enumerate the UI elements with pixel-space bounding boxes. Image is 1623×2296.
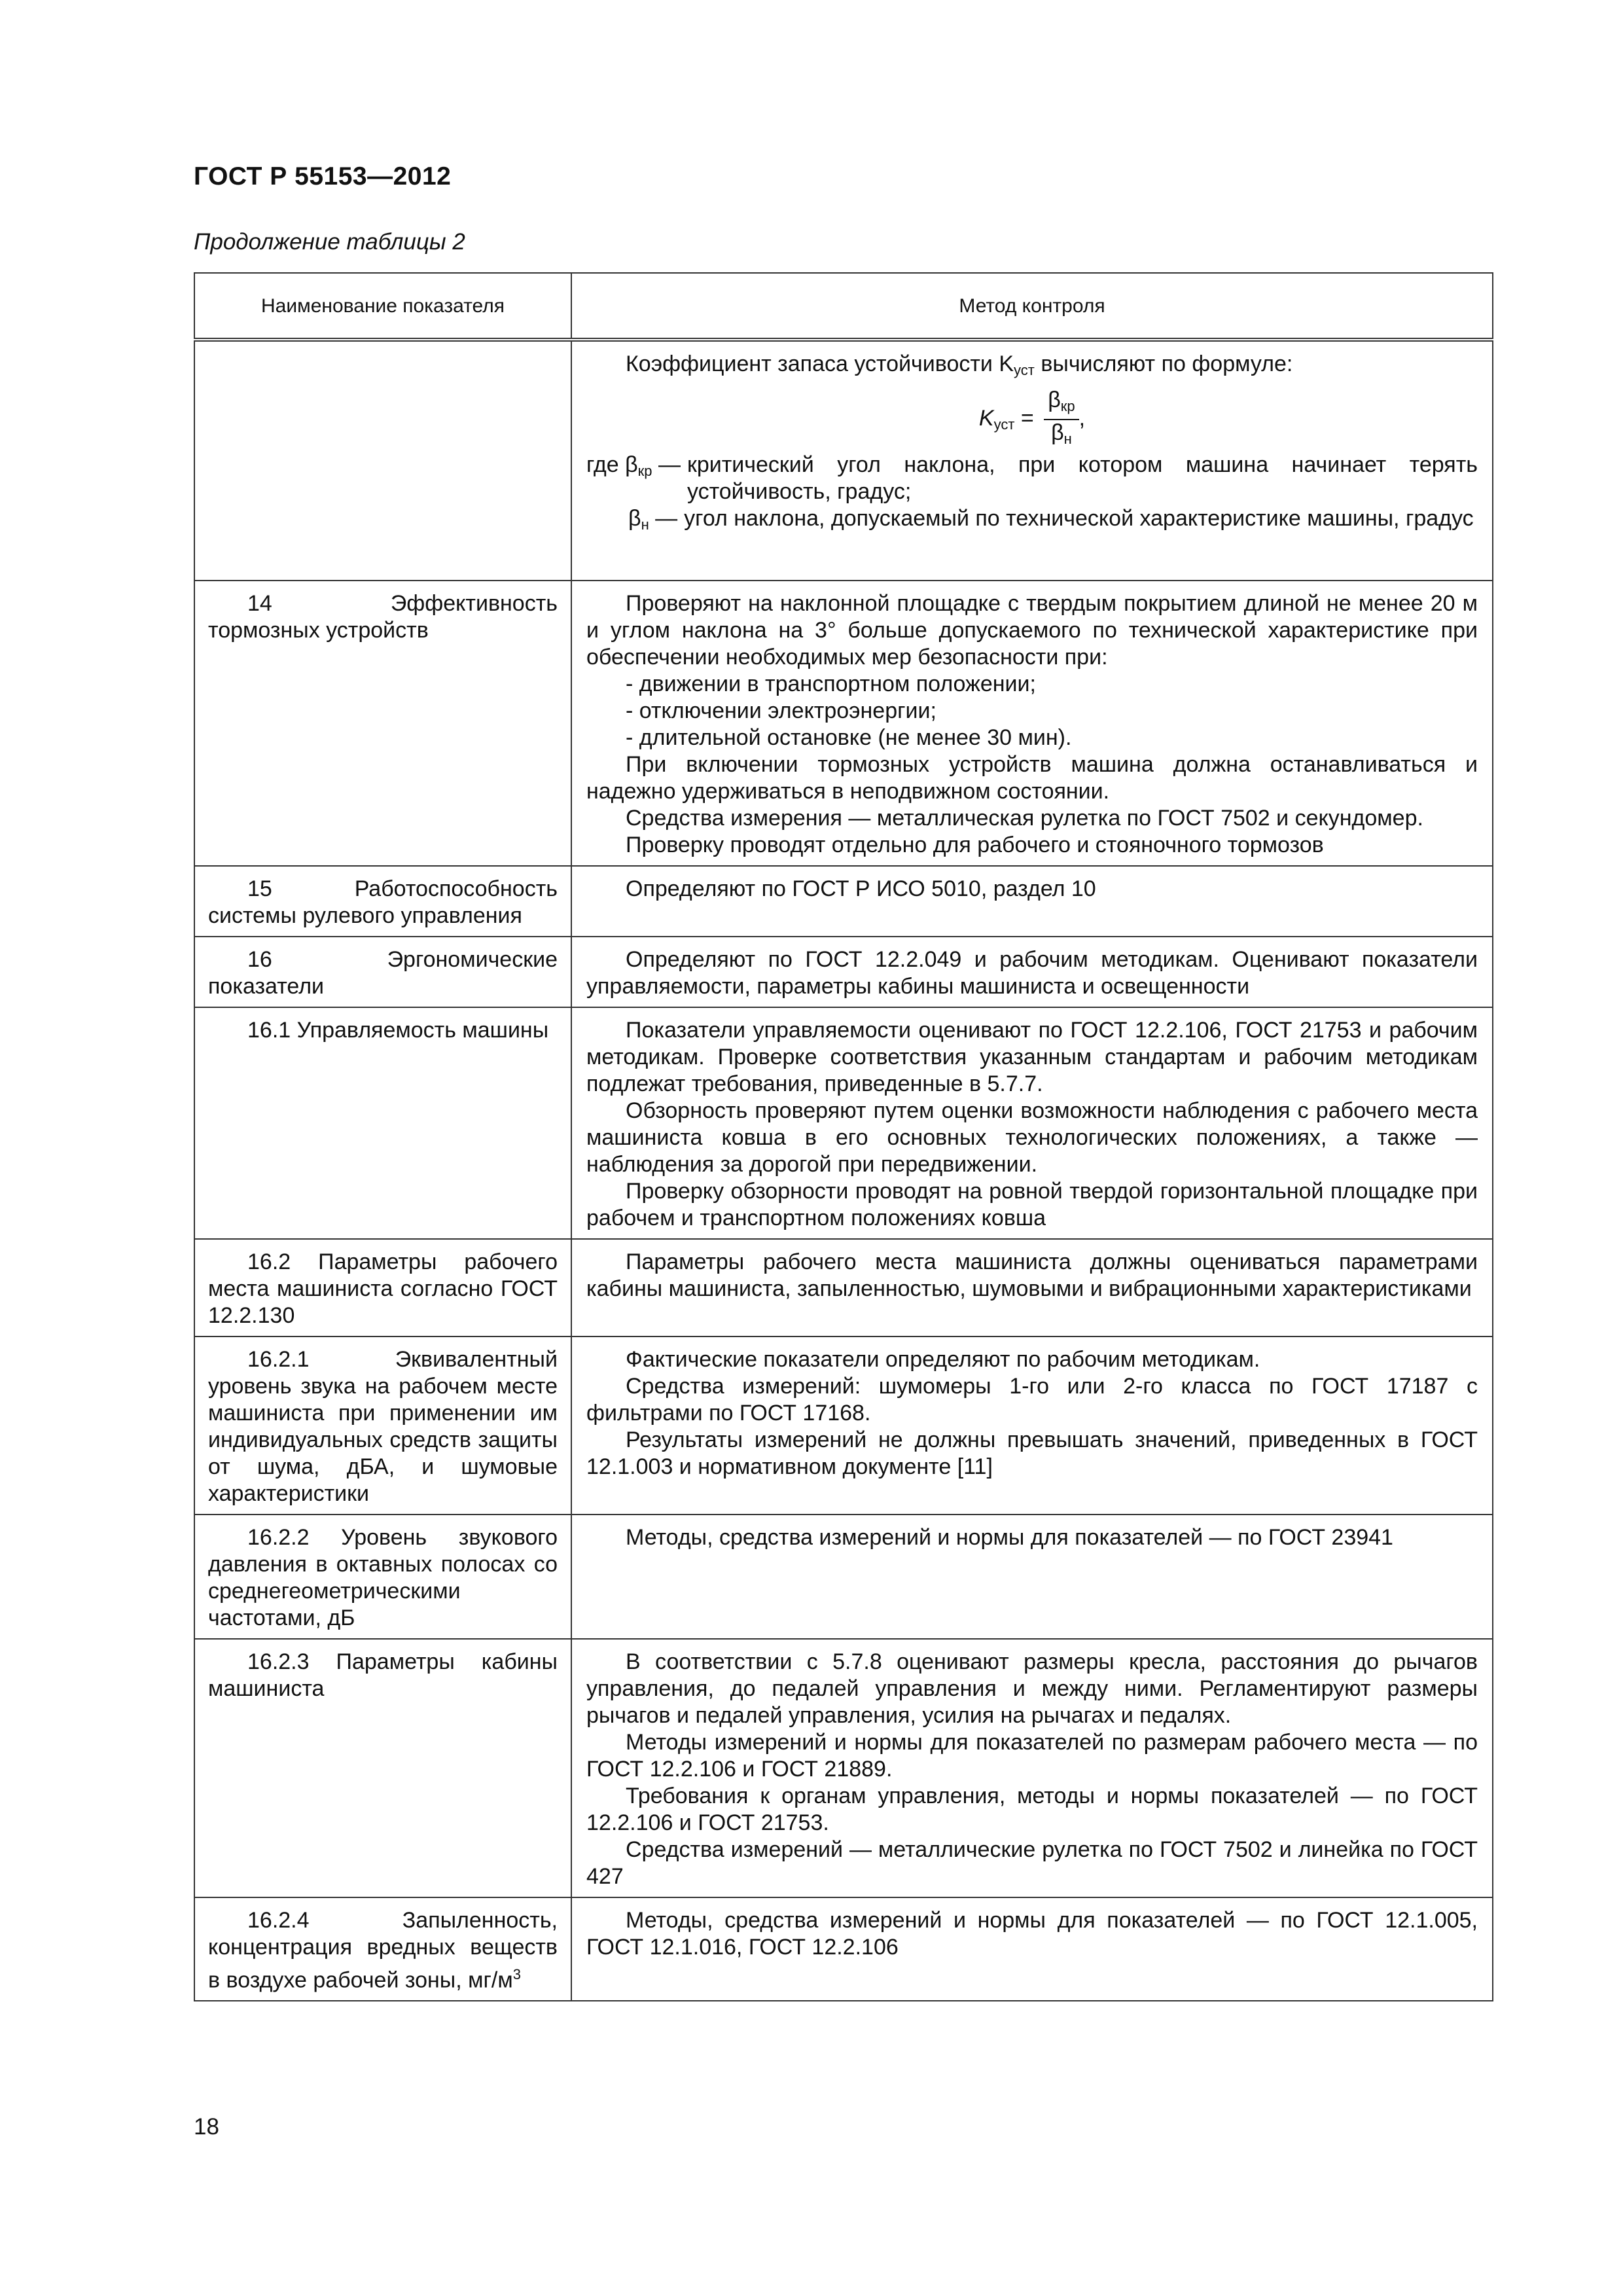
indicator-name: 16 Эргономические показатели [194, 937, 571, 1007]
formula-fraction: $\frac{\beta_{кр}}{\beta_н}$ [1044, 387, 1079, 452]
indicator-name: 16.2 Параметры рабочего места машиниста согласно ГОСТ 12.2.130 [194, 1239, 571, 1336]
table-row [194, 1239, 1493, 1336]
indicator-name: 15 Работоспособность системы рулевого управления [194, 866, 571, 937]
page-number: 18 [194, 2114, 219, 2140]
table-cell-name-empty [194, 340, 571, 581]
table-cell-formula [571, 340, 1493, 581]
control-method: Проверяют на наклонной площадке с твердым покрытием длиной не менее 20 м и углом наклона на 3° больше допускаемого по технической характеристике при обеспечении необходимых мер безопасности при: - движении в транспортном положении; - отключении электроэнергии; - длительной остановке (не менее 30 мин). При включении тормозных устройств машина должна останавливаться и надежно удерживаться в неподвижном состоянии. Средства измерения — металлическая рулетка по ГОСТ 7502 и секундомер. Проверку проводят отдельно для рабочего и стояночного тормозов [571, 581, 1493, 866]
formula-where-1: где $\beta_{кр}$ — критический угол наклона, при котором машина начинает терять устойчивость, градус; [586, 452, 1478, 504]
table-row [194, 1639, 1493, 1897]
formula-where-2: $\beta_н$ — угол наклона, допускаемый по технической характеристике машины, градус [628, 506, 1474, 533]
table-row [194, 866, 1493, 937]
column-header-indicator: Наименование показателя [194, 273, 571, 340]
table-row-formula [194, 340, 1493, 581]
control-method: Параметры рабочего места машиниста должны оцениваться параметрами кабины машиниста, запыленностью, шумовыми и вибрационными характеристиками [571, 1239, 1493, 1336]
control-methods-table [194, 272, 1493, 2001]
table-row [194, 1007, 1493, 1239]
table-row [194, 581, 1493, 866]
indicator-name: 16.2.3 Параметры кабины машиниста [194, 1639, 571, 1897]
table-caption: Продолжение таблицы 2 [194, 229, 465, 255]
control-method: Показатели управляемости оценивают по ГОСТ 12.2.106, ГОСТ 21753 и рабочим методикам. Проверке соответствия указанным стандартам и рабочим методикам подлежат требования, приведенные в 5.7.7. Обзорность проверяют путем оценки возможности наблюдения с рабочего места машиниста ковша в его основных технологических положениях, а также — наблюдения за дорогой при передвижении. Проверку обзорности проводят на ровной твердой горизонтальной площадке при рабочем и транспортном положениях ковша [571, 1007, 1493, 1239]
control-method: Методы, средства измерений и нормы для показателей — по ГОСТ 23941 [571, 1515, 1493, 1639]
formula-intro: Коэффициент запаса устойчивости $K_{уст}$ вычисляют по формуле: [626, 351, 1293, 378]
table-row [194, 1515, 1493, 1639]
control-method: Определяют по ГОСТ 12.2.049 и рабочим методикам. Оценивают показатели управляемости, параметры кабины машиниста и освещенности [571, 937, 1493, 1007]
control-method: В соответствии с 5.7.8 оценивают размеры кресла, расстояния до рычагов управления, до педалей управления и между ними. Регламентируют размеры рычагов и педалей управления, усилия на рычагах и педалях. Методы измерений и нормы для показателей по размерам рабочего места — по ГОСТ 12.2.106 и ГОСТ 21889. Требования к органам управления, методы и нормы показателей — по ГОСТ 12.2.106 и ГОСТ 21753. Средства измерений — металлические рулетка по ГОСТ 7502 и линейка по ГОСТ 427 [571, 1639, 1493, 1897]
indicator-name: 16.2.2 Уровень звукового давления в октавных полосах со среднегеометрическими частотами, дБ [194, 1515, 571, 1639]
table-header-row [194, 273, 1493, 340]
table-row [194, 1897, 1493, 2001]
column-header-method: Метод контроля [571, 273, 1493, 340]
document-code: ГОСТ Р 55153—2012 [194, 162, 452, 190]
indicator-name: 14 Эффективность тормозных устройств [194, 581, 571, 866]
stability-formula: $K_{уст}$ = $\frac{\beta_{кр}}{\beta_н}$ , [586, 387, 1478, 446]
table-row [194, 937, 1493, 1007]
control-method: Фактические показатели определяют по рабочим методикам. Средства измерений: шумомеры 1-го или 2-го класса по ГОСТ 17187 с фильтрами по ГОСТ 17168. Результаты измерений не должны превышать значений, приведенных в ГОСТ 12.1.003 и нормативном документе [11] [571, 1336, 1493, 1515]
table-row [194, 1336, 1493, 1515]
indicator-name: 16.2.4 Запыленность, концентрация вредных веществ в воздухе рабочей зоны, $мг/м^3$ [194, 1897, 571, 2001]
control-method: Методы, средства измерений и нормы для показателей — по ГОСТ 12.1.005, ГОСТ 12.1.016, ГОСТ 12.2.106 [571, 1897, 1493, 2001]
indicator-name: 16.1 Управляемость машины [194, 1007, 571, 1239]
control-method: Определяют по ГОСТ Р ИСО 5010, раздел 10 [571, 866, 1493, 937]
indicator-name: 16.2.1 Эквивалентный уровень звука на рабочем месте машиниста при применении им индивидуальных средств защиты от шума, дБА, и шумовые характеристики [194, 1336, 571, 1515]
